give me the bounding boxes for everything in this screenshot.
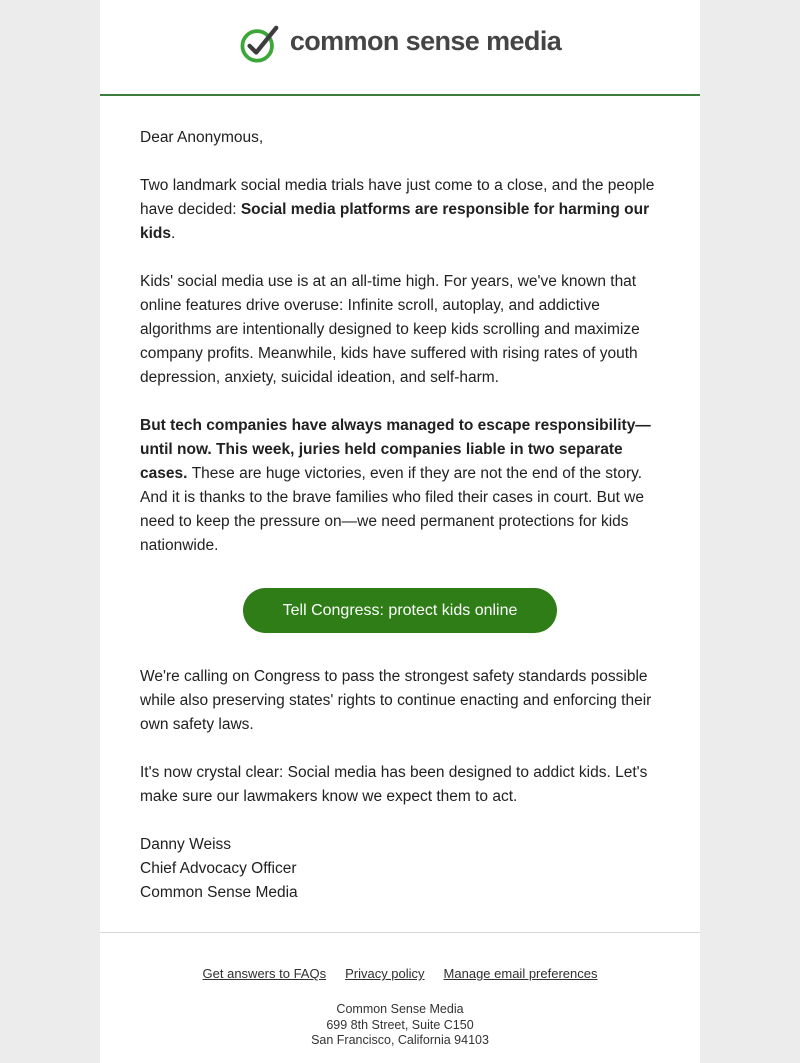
paragraph-verdict-period: . [171,225,176,242]
paragraph-verdict-regular: Two landmark social media trials have just come to a close, and the people have decided: [140,177,655,218]
signature-title: Chief Advocacy Officer [140,860,297,877]
paragraph-verdict-bold: Social media platforms are responsible for harming our kids [140,201,650,242]
footer-street-address: 699 8th Street, Suite C150 [326,1017,474,1032]
footer-links [120,966,680,981]
email-footer [100,933,700,1063]
manage-email-preferences-link[interactable]: Manage email preferences [443,966,598,981]
paragraph-liability-bold: But tech companies have always managed to escape responsibility—until now. This week, juries held companies liable in two separate cases. [140,417,651,482]
brand-logo-text: common sense media [289,25,562,56]
email-body [100,96,700,905]
footer-address [120,1002,680,1049]
check-circle-icon [239,23,283,63]
footer-city-address: San Francisco, California 94103 [311,1033,489,1047]
privacy-policy-link[interactable]: Privacy policy [345,966,425,981]
paragraph-verdict [140,174,660,246]
paragraph-overuse: Kids' social media use is at an all-time high. For years, we've known that online features drive overuse: Infinite scroll, autoplay, and addictive algorithms are intentionally designed to keep kids scrolling and maximize company profits. Meanwhile, kids have suffered with rising rates of youth depression, anxiety, suicidal ideation, and self-harm. [140,273,640,386]
signature-name: Danny Weiss [140,836,232,853]
email-header [100,0,700,96]
greeting-text: Dear Anonymous, [140,129,264,146]
paragraph-crystal-clear: It's now crystal clear: Social media has been designed to addict kids. Let's make sure our lawmakers know we expect them to act. [140,764,648,805]
footer-org-name: Common Sense Media [336,1002,464,1016]
faq-link[interactable]: Get answers to FAQs [202,966,327,981]
tell-congress-button[interactable]: Tell Congress: protect kids online [243,588,558,633]
signature-org: Common Sense Media [140,884,298,901]
paragraph-liability-regular: These are huge victories, even if they are not the end of the story. And it is thanks to the brave families who filed their cases in court. But we need to keep the pressure on—we need permanent protections for kids nationwide. [140,465,644,554]
paragraph-congress: We're calling on Congress to pass the strongest safety standards possible while also preserving states' rights to continue enacting and enforcing their own safety laws. [140,668,652,733]
brand-logo[interactable] [239,23,561,63]
paragraph-liability [140,414,660,558]
signature-block [140,833,660,905]
cta-container [140,588,660,633]
email-card [100,0,700,1063]
